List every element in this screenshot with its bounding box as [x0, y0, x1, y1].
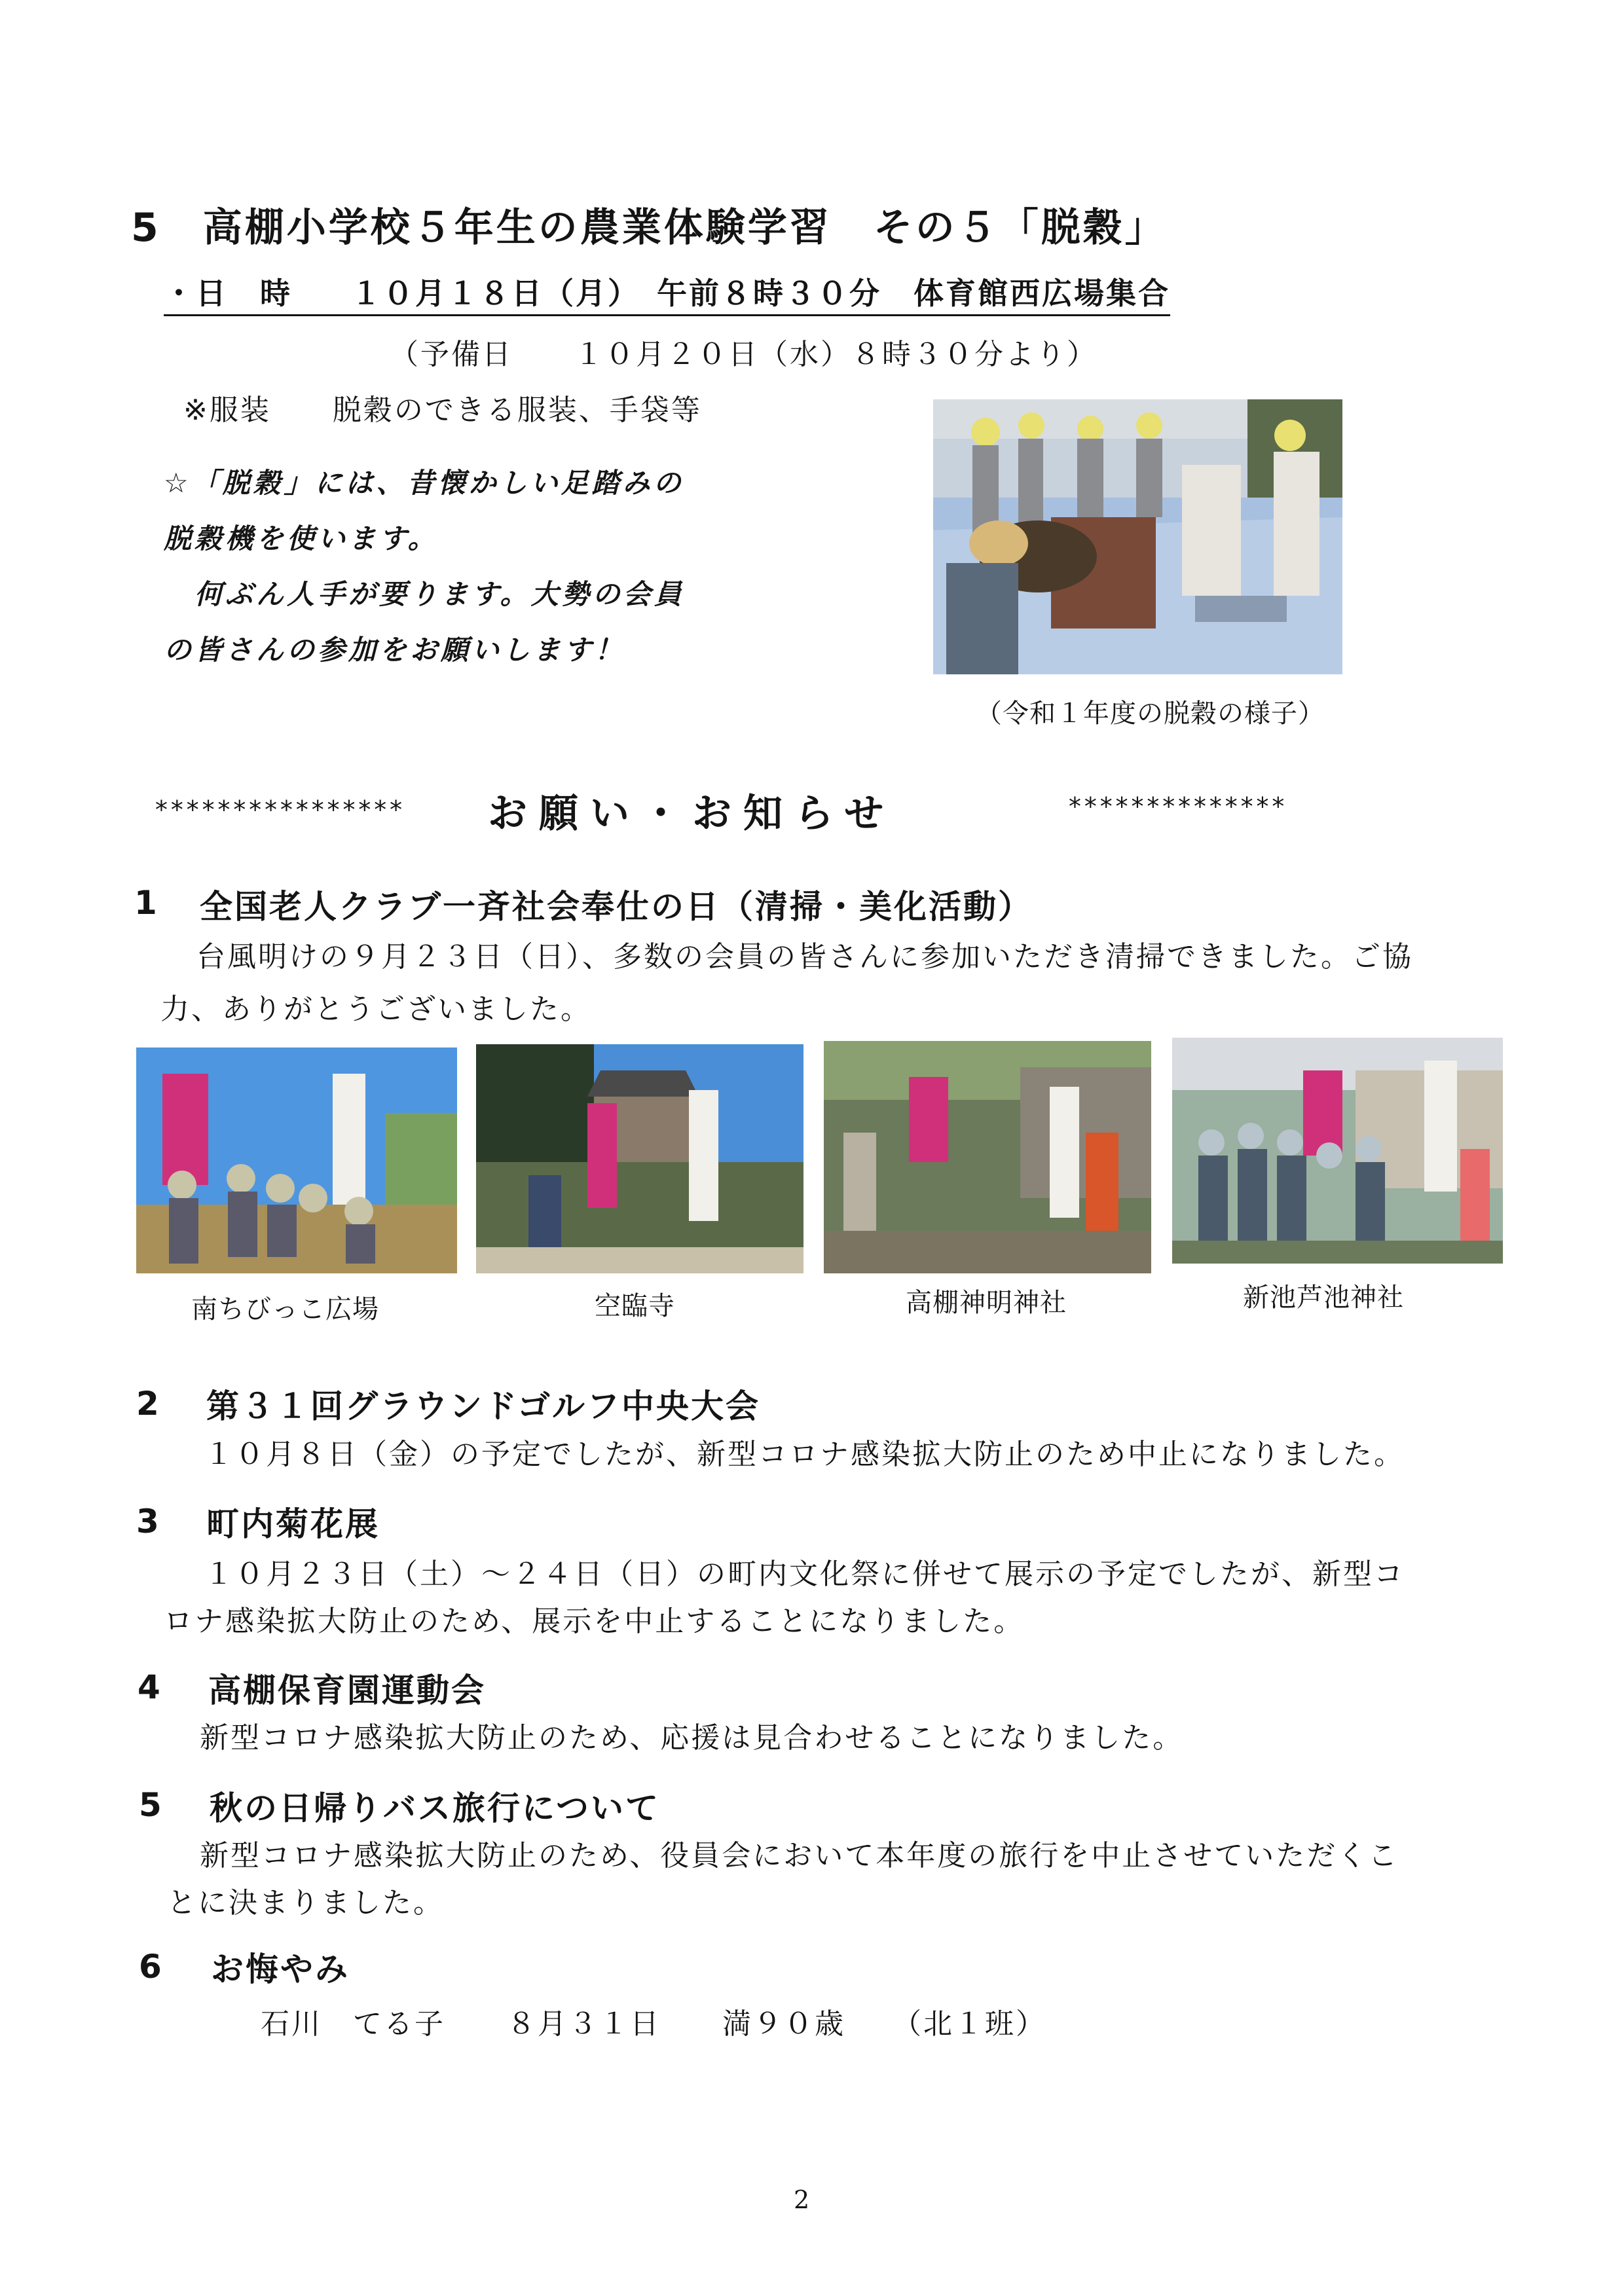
notice-5-num: 5 [139, 1786, 164, 1824]
notice-3-body-line-1: １０月２３日（土）～２４日（日）の町内文化祭に併せて展示の予定でしたが、新型コ [204, 1558, 1405, 1591]
notice-5-body-line-1: 新型コロナ感染拡大防止のため、役員会において本年度の旅行を中止させていただくこ [200, 1839, 1399, 1872]
notices-stars-left: **************** [154, 795, 405, 824]
notice-6-title: お悔やみ [211, 1950, 350, 1988]
activity-photo-4 [1172, 1038, 1503, 1264]
section5-note-line-3: 何ぶん人手が要ります。大勢の会員 [164, 578, 685, 610]
activity-photo-1 [136, 1048, 457, 1273]
section5-note-line-4: の皆さんの参加をお願いします！ [164, 634, 626, 666]
notice-5-body-line-2: とに決まりました。 [167, 1886, 444, 1920]
activity-photo-3-caption: 高棚神明神社 [906, 1288, 1067, 1318]
section5-attire: ※服装 脱穀のできる服装、手袋等 [183, 393, 702, 427]
threshing-photo-caption: （令和１年度の脱穀の様子） [976, 699, 1325, 729]
activity-photo-2-caption: 空臨寺 [595, 1291, 675, 1321]
datetime-value: １０月１８日（月） 午前８時３０分 体育館西広場集合 [351, 276, 1170, 311]
datetime-label: ・日 時 [164, 276, 292, 311]
notice-4-title: 高棚保育園運動会 [208, 1671, 486, 1709]
page-number: 2 [794, 2185, 810, 2214]
section5-heading: 5 高棚小学校５年生の農業体験学習 その５「脱穀」 [131, 205, 1167, 251]
notices-title: お願い・お知らせ [488, 791, 896, 837]
activity-photo-1-caption: 南ちびっこ広場 [191, 1294, 379, 1324]
notice-1-num: 1 [134, 884, 159, 922]
notice-3-body-line-2: ロナ感染拡大防止のため、展示を中止することになりました。 [164, 1605, 1025, 1638]
section5-reserve-day: （予備日 １０月２０日（水）８時３０分より） [390, 338, 1098, 371]
notice-2-title: 第３１回グラウンドゴルフ中央大会 [206, 1387, 760, 1425]
notices-stars-right: ************** [1067, 792, 1287, 821]
notice-4-num: 4 [138, 1668, 162, 1706]
activity-photo-4-caption: 新池芦池神社 [1243, 1283, 1404, 1313]
section5-note-line-1: ☆「脱穀」には、昔懐かしい足踏みの [164, 467, 684, 499]
notice-2-body-line-1: １０月８日（金）の予定でしたが、新型コロナ感染拡大防止のため中止になりました。 [204, 1438, 1405, 1471]
notice-5-title: 秋の日帰りバス旅行について [210, 1789, 660, 1827]
notice-1-body-line-1: 台風明けの９月２３日（日）、多数の会員の皆さんに参加いただき清掃できました。ご協 [196, 940, 1413, 974]
notice-2-num: 2 [136, 1385, 161, 1423]
section5-note-line-2: 脱穀機を使います。 [164, 522, 439, 555]
activity-photo-3 [824, 1041, 1151, 1273]
notice-6-num: 6 [139, 1948, 164, 1986]
section5-datetime [164, 270, 1170, 316]
activity-photo-2 [476, 1044, 803, 1273]
threshing-photo [933, 399, 1342, 674]
notice-3-title: 町内菊花展 [206, 1505, 380, 1543]
notice-6-body-line-1: 石川 てる子 ８月３１日 満９０歳 （北１班） [261, 2007, 1046, 2041]
notice-1-title: 全国老人クラブ一斉社会奉仕の日（清掃・美化活動） [200, 888, 1033, 926]
notice-3-num: 3 [136, 1503, 161, 1540]
notice-4-body-line-1: 新型コロナ感染拡大防止のため、応援は見合わせることになりました。 [200, 1721, 1184, 1755]
notice-1-body-line-2: 力、ありがとうございました。 [160, 993, 591, 1026]
